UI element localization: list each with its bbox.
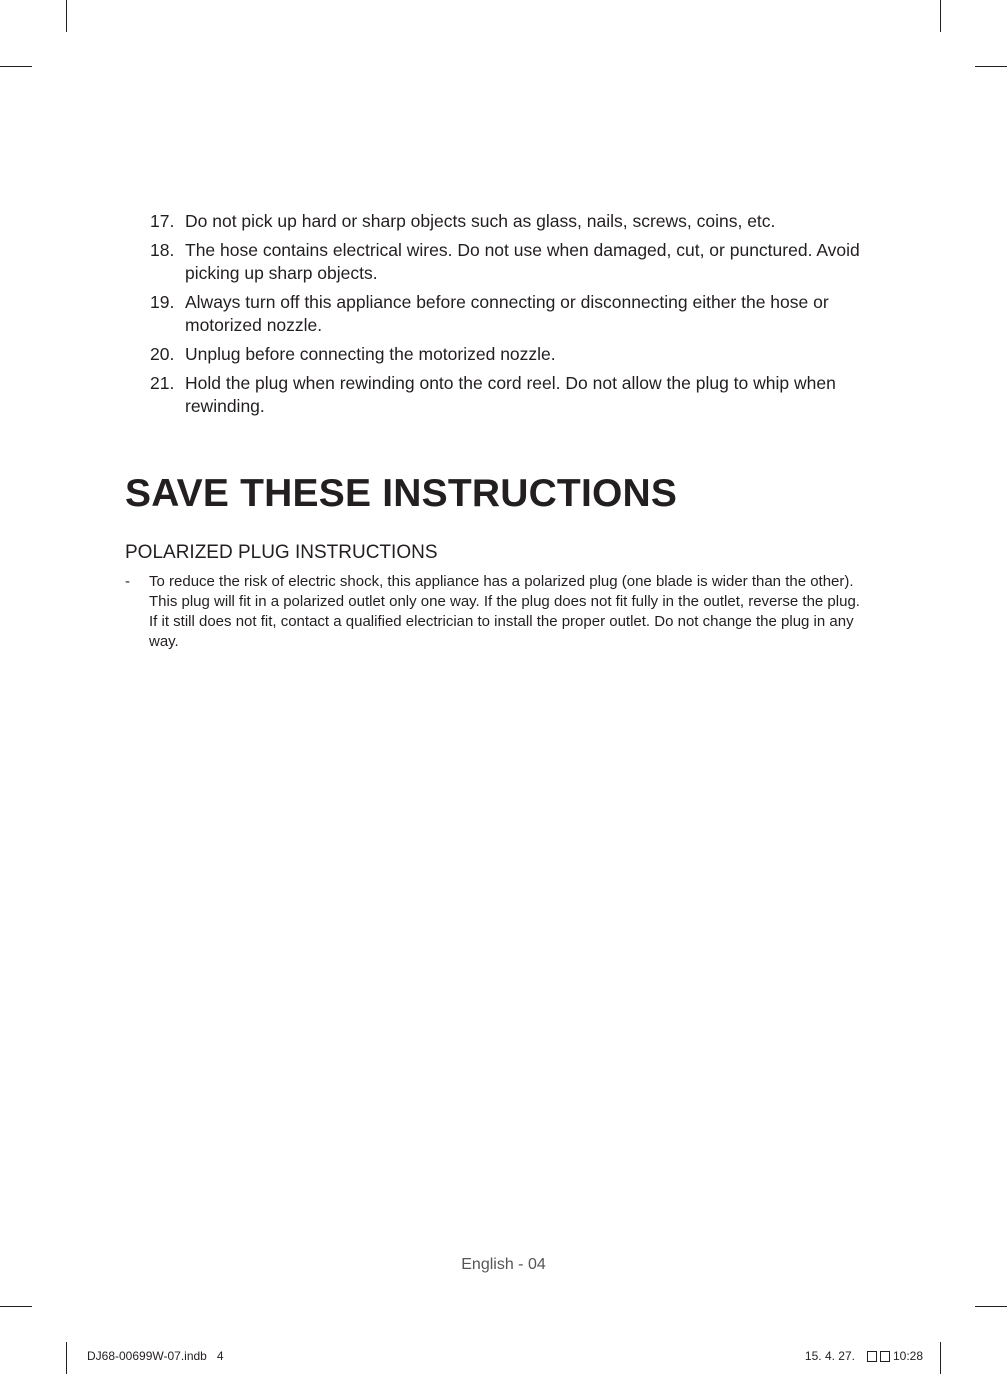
- list-item-text: Do not pick up hard or sharp objects such as glass, nails, screws, coins, etc.: [185, 211, 776, 231]
- list-item: [150, 343, 880, 366]
- list-item-text: The hose contains electrical wires. Do not use when damaged, cut, or punctured. Avoid picking up sharp objects.: [185, 240, 860, 283]
- polarized-plug-text: To reduce the risk of electric shock, this appliance has a polarized plug (one blade is wider than the other). This plug will fit in a polarized outlet only one way. If the plug does not fit fully in the outlet, reverse the plug. If it still does not fit, contact a qualified electrician to install the proper outlet. Do not change the plug in any way.: [149, 573, 860, 650]
- crop-mark-top-left: [66, 0, 67, 32]
- list-item: [150, 291, 880, 337]
- list-item-number: 20.: [150, 344, 175, 364]
- placeholder-glyph-icon: [867, 1351, 877, 1362]
- polarized-plug-paragraph: [125, 572, 870, 652]
- page-number: English - 04: [461, 1256, 546, 1273]
- placeholder-glyph-icon: [880, 1351, 890, 1362]
- list-item-text: Unplug before connecting the motorized nozzle.: [185, 344, 556, 364]
- crop-mark-left-bottom: [0, 1306, 32, 1307]
- list-item: [150, 372, 880, 418]
- list-item-number: 18.: [150, 240, 175, 260]
- list-item-number: 19.: [150, 292, 175, 312]
- crop-mark-bottom-left: [66, 1342, 67, 1374]
- print-slug-timestamp: [805, 1349, 923, 1363]
- print-slug-time: 10:28: [892, 1349, 923, 1363]
- save-instructions-heading: SAVE THESE INSTRUCTIONS: [125, 472, 678, 515]
- list-item-text: Always turn off this appliance before connecting or disconnecting either the hose or motorized nozzle.: [185, 292, 829, 335]
- list-item: [150, 239, 880, 285]
- crop-mark-right-top: [975, 66, 1007, 67]
- print-slug-date: 15. 4. 27.: [804, 1349, 855, 1363]
- list-item-number: 21.: [150, 373, 175, 393]
- safety-instructions-list: [150, 210, 880, 424]
- crop-mark-top-right: [940, 0, 941, 32]
- crop-mark-right-bottom: [975, 1306, 1007, 1307]
- polarized-plug-heading: POLARIZED PLUG INSTRUCTIONS: [125, 542, 438, 563]
- list-item: [150, 210, 880, 233]
- crop-mark-bottom-right: [940, 1342, 941, 1374]
- list-item-text: Hold the plug when rewinding onto the cord reel. Do not allow the plug to whip when rewinding.: [185, 373, 836, 416]
- crop-mark-left-top: [0, 66, 32, 67]
- print-slug-file: DJ68-00699W-07.indb 4: [87, 1349, 224, 1363]
- bullet-dash: -: [125, 573, 130, 590]
- list-item-number: 17.: [150, 211, 175, 231]
